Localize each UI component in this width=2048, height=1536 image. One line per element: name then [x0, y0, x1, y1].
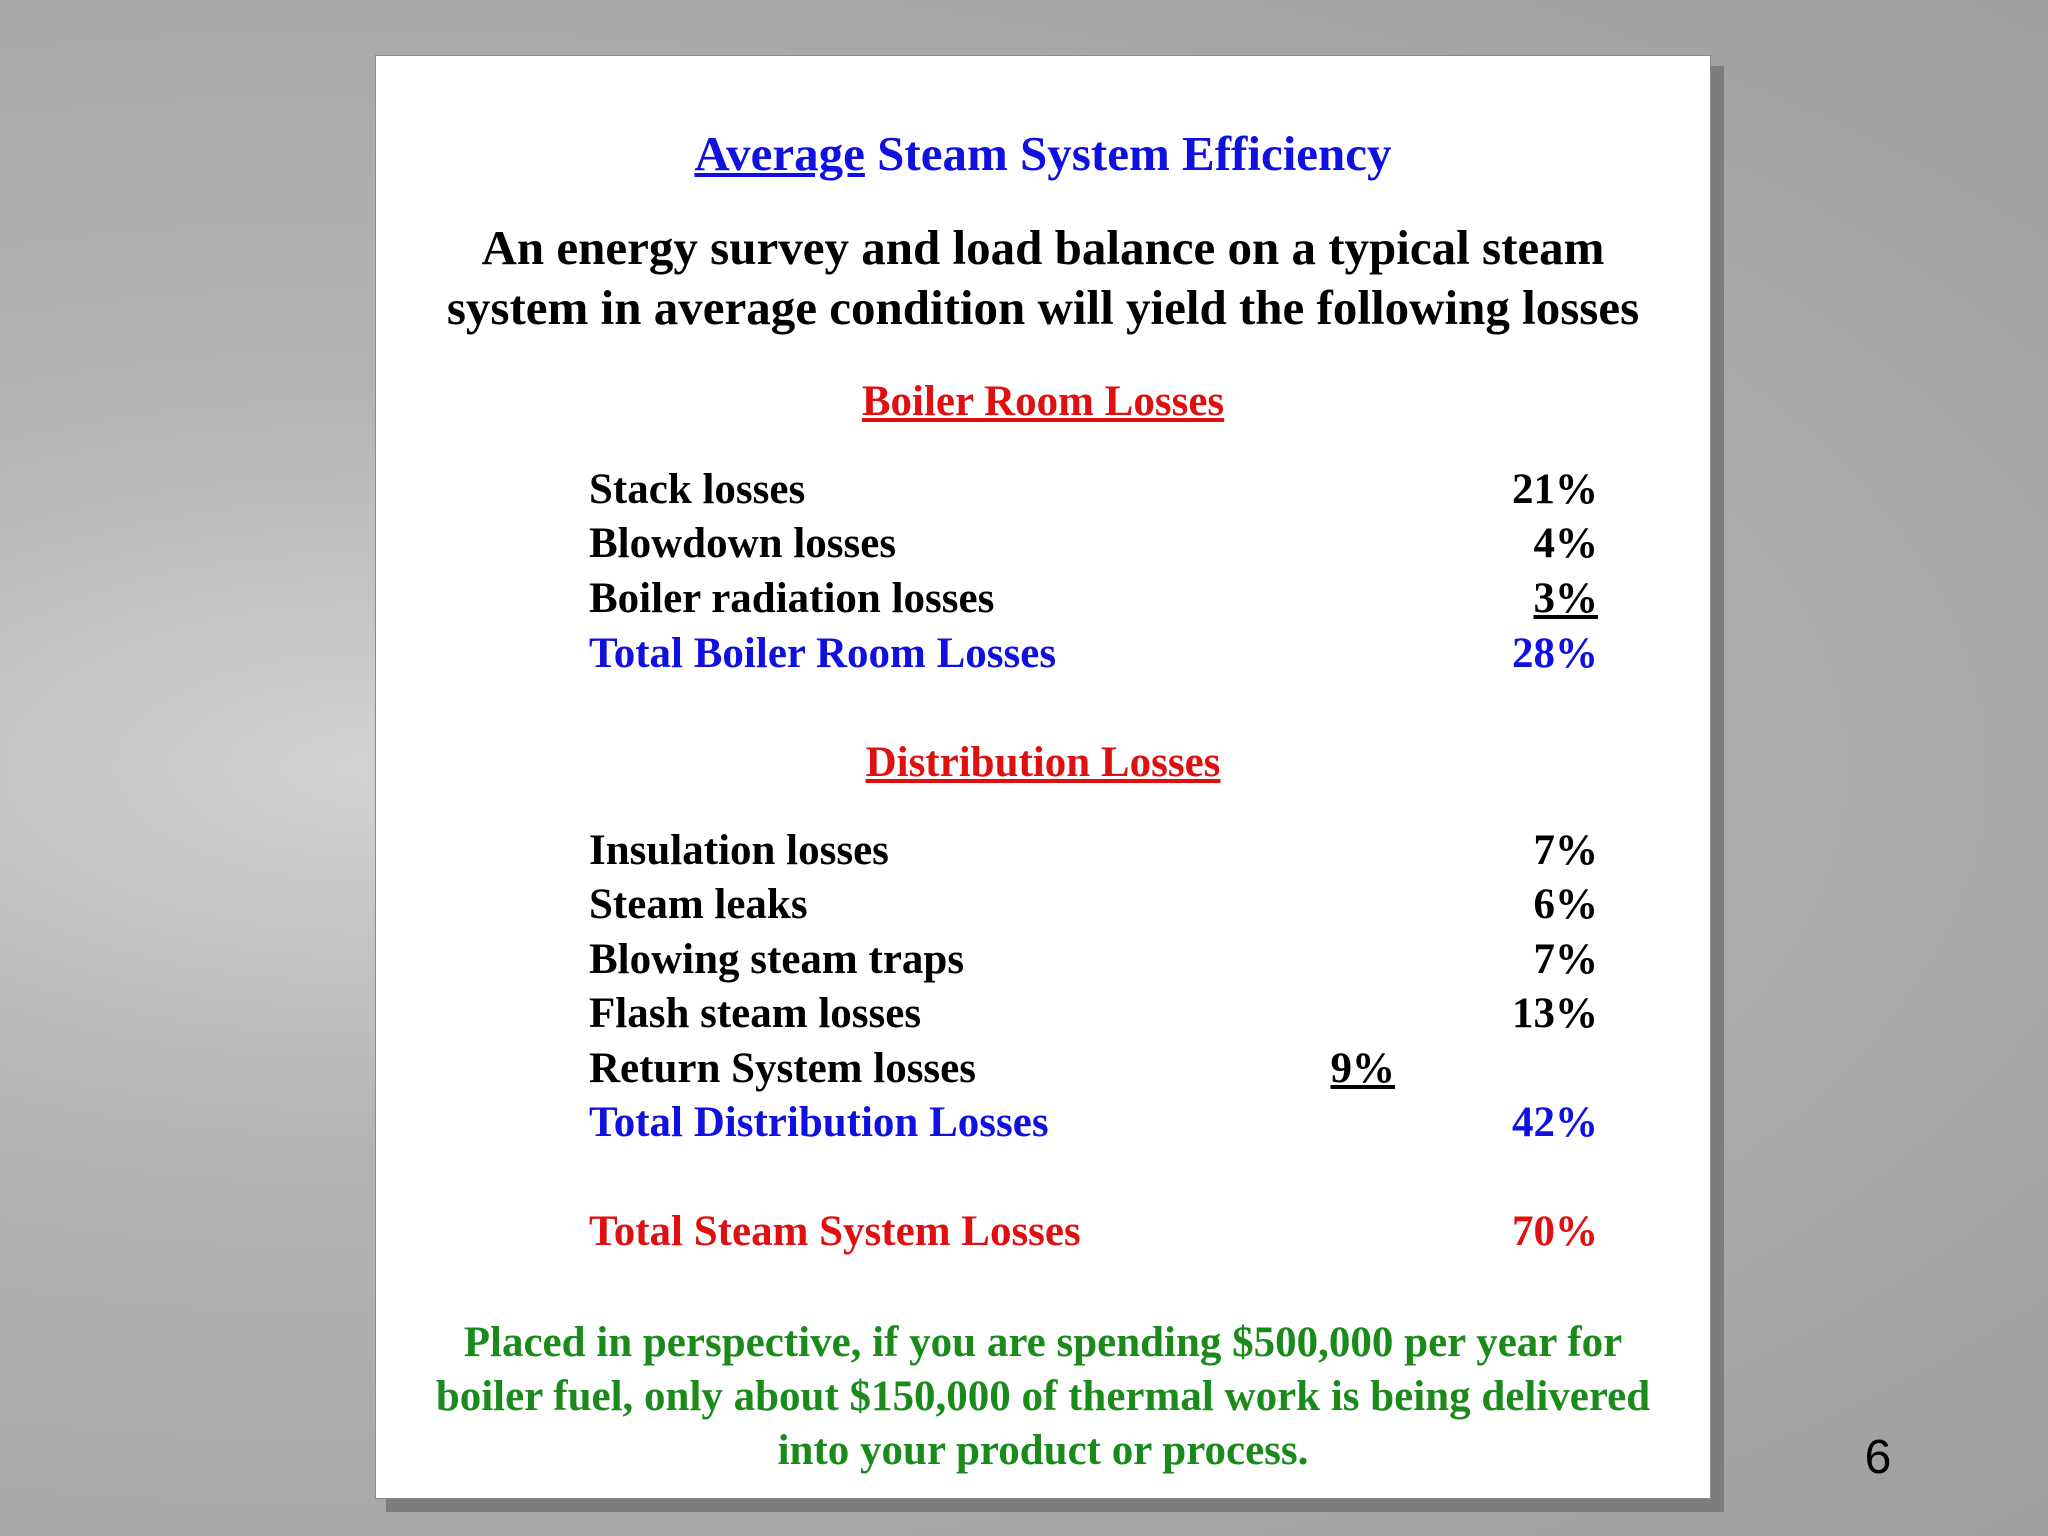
- row-label-radiation: Boiler radiation losses: [589, 575, 995, 622]
- boiler-room-heading: Boiler Room Losses: [861, 378, 1225, 425]
- row-value-steam-traps: 7%: [1533, 936, 1598, 983]
- row-label-return-system: Return System losses: [589, 1045, 976, 1092]
- row-label-steam-traps: Blowing steam traps: [589, 936, 965, 983]
- intro-text: [376, 218, 1710, 338]
- radiation-value-underlined: 3%: [1533, 575, 1598, 622]
- total-distribution-value: 42%: [1512, 1099, 1598, 1146]
- row-label-insulation: Insulation losses: [589, 827, 889, 874]
- row-label-flash-steam: Flash steam losses: [589, 990, 922, 1037]
- total-system-label: Total Steam System Losses: [589, 1208, 1081, 1255]
- total-distribution-label: Total Distribution Losses: [589, 1099, 1049, 1146]
- page-title: [376, 124, 1710, 184]
- row-value-flash-steam: 13%: [1512, 990, 1598, 1037]
- row-label-stack: Stack losses: [589, 466, 806, 513]
- total-boiler-room-value: 28%: [1512, 630, 1598, 677]
- row-label-blowdown: Blowdown losses: [589, 520, 897, 567]
- row-value-radiation: [1276, 573, 1598, 625]
- row-value-stack: 21%: [1512, 466, 1598, 513]
- title-underlined-word: Average: [694, 126, 865, 181]
- slide-number: 6: [1864, 1431, 1892, 1484]
- intro-line-1: An energy survey and load balance on a typical steam: [481, 220, 1605, 275]
- row-value-steam-leaks: 6%: [1533, 881, 1598, 928]
- row-value-return-system: 9%: [1330, 1045, 1395, 1092]
- perspective-line-1: Placed in perspective, if you are spending $500,000 per year for: [463, 1319, 1623, 1366]
- slide-page: [375, 55, 1711, 1499]
- perspective-note: [376, 1316, 1710, 1478]
- distribution-heading: Distribution Losses: [865, 739, 1221, 786]
- total-system-value: 70%: [1512, 1208, 1598, 1255]
- row-value-blowdown: 4%: [1533, 520, 1598, 567]
- row-value-insulation: 7%: [1533, 827, 1598, 874]
- row-label-steam-leaks: Steam leaks: [589, 881, 808, 928]
- intro-line-2: system in average condition will yield the following losses: [446, 280, 1640, 335]
- perspective-line-3: into your product or process.: [777, 1427, 1309, 1474]
- title-rest: Steam System Efficiency: [864, 126, 1392, 181]
- perspective-line-2: boiler fuel, only about $150,000 of thermal work is being delivered: [435, 1373, 1651, 1420]
- total-boiler-room-label: Total Boiler Room Losses: [589, 630, 1057, 677]
